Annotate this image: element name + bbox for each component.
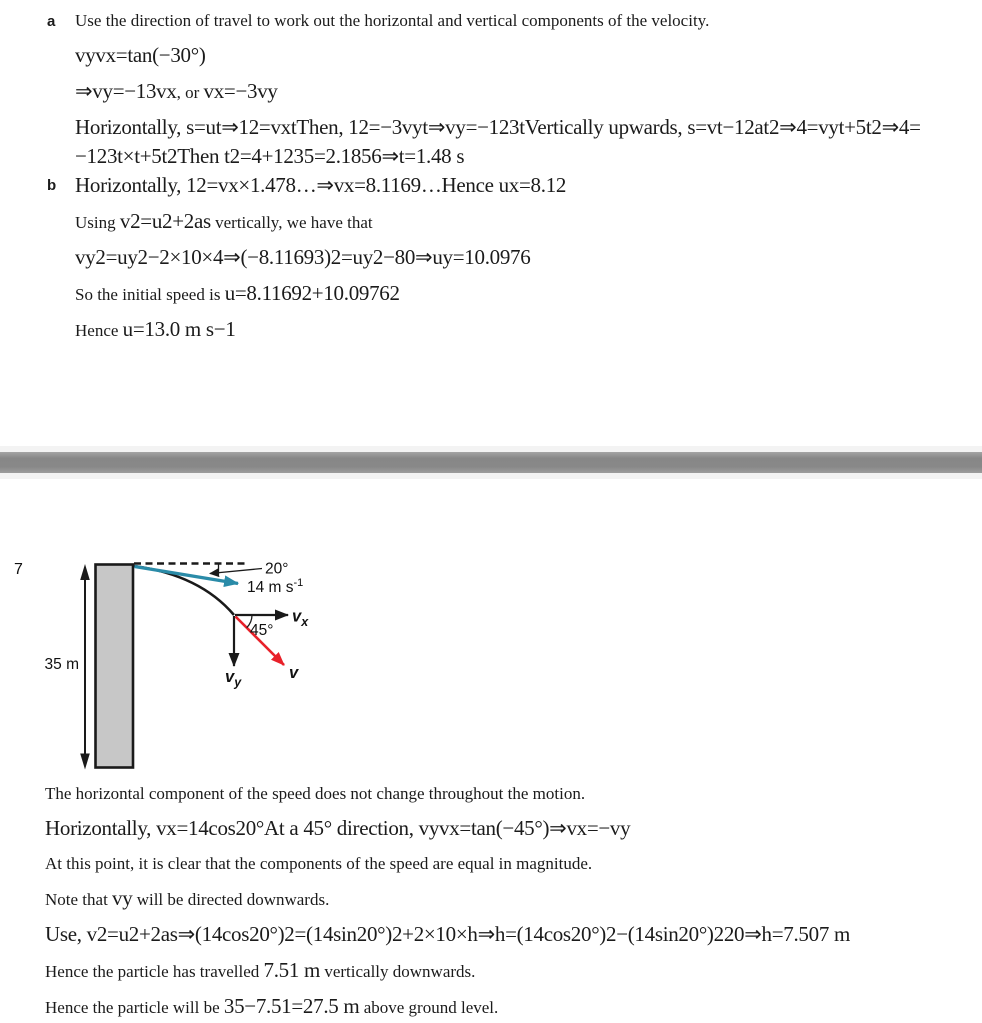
angle-leader-line bbox=[210, 569, 262, 574]
math-text: Horizontally, 12=vx×1.478…⇒vx=8.1169…Hence ux=8.12 bbox=[75, 173, 567, 197]
math-text: vy2=uy2−2×10×4⇒(−8.11693)2=uy2−80⇒uy=10.0976 bbox=[75, 245, 531, 269]
problem-7-figure bbox=[0, 556, 440, 784]
speed-label bbox=[247, 577, 303, 596]
solution-section-b bbox=[47, 172, 977, 352]
math-text: Horizontally, s=ut⇒12=vxtThen, 12=−3vyt⇒vy=−123tVertically upwards, s=vt−12at2⇒4=vyt+5t2⇒4= bbox=[75, 115, 921, 139]
line-a-eq2 bbox=[47, 78, 977, 107]
line-7-text5 bbox=[45, 993, 977, 1022]
body-text: Use the direction of travel to work out the horizontal and vertical components of the velocity. bbox=[75, 11, 710, 30]
line-b-eq5 bbox=[47, 316, 977, 345]
math-text: 35−7.51=27.5 m bbox=[223, 994, 360, 1018]
body-text: vertically downwards. bbox=[320, 962, 476, 981]
vx-label: $v_x$ bbox=[292, 607, 309, 629]
math-text: u=13.0 m s−1 bbox=[122, 317, 236, 341]
height-label: 35 m bbox=[44, 656, 79, 673]
line-a-eq1 bbox=[47, 42, 977, 71]
math-text: u=8.11692+10.09762 bbox=[224, 281, 400, 305]
vy-label: $v_y$ bbox=[225, 668, 242, 690]
divider-edge-bottom bbox=[0, 473, 982, 479]
line-b-eq4 bbox=[47, 280, 977, 309]
line-7-text2 bbox=[45, 851, 977, 878]
mid-angle-label: 45° bbox=[250, 622, 274, 639]
line-b-eq3 bbox=[47, 244, 977, 273]
v-label: v bbox=[289, 664, 299, 682]
body-text: Hence bbox=[75, 321, 123, 340]
body-text: will be directed downwards. bbox=[132, 890, 330, 909]
math-text: ⇒vy=−13vx bbox=[75, 79, 177, 103]
cliff-wall bbox=[96, 565, 134, 768]
math-text: Horizontally, vx=14cos20°At a 45° direction, vyvx=tan(−45°)⇒vx=−vy bbox=[45, 816, 631, 840]
body-text: above ground level. bbox=[359, 998, 499, 1017]
speed-value: 14 m s bbox=[247, 579, 294, 596]
body-text: , or bbox=[176, 83, 204, 102]
line-7-eq2 bbox=[45, 921, 977, 950]
body-text: The horizontal component of the speed does not change throughout the motion. bbox=[45, 784, 586, 803]
measure-arrowhead-up-icon bbox=[80, 564, 90, 580]
math-text: 7.51 m bbox=[263, 958, 321, 982]
measure-arrowhead-down-icon bbox=[80, 754, 90, 770]
section-divider bbox=[0, 446, 982, 479]
math-text: Use, v2=u2+2as⇒(14cos20°)2=(14sin20°)2+2×10×h⇒h=(14cos20°)2−(14sin20°)220⇒h=7.507 m bbox=[45, 922, 851, 946]
line-7-eq1 bbox=[45, 815, 977, 844]
body-text: Using bbox=[75, 213, 120, 232]
part-label: a bbox=[47, 13, 56, 30]
line-7-text3 bbox=[45, 885, 977, 914]
body-text: At this point, it is clear that the components of the speed are equal in magnitude. bbox=[45, 854, 593, 873]
projectile-diagram bbox=[0, 556, 440, 784]
body-text: So the initial speed is bbox=[75, 285, 225, 304]
speed-exponent: -1 bbox=[293, 577, 304, 589]
body-text: Note that bbox=[45, 890, 113, 909]
line-a-prompt bbox=[47, 8, 977, 35]
body-text: Hence the particle will be bbox=[45, 998, 224, 1017]
math-text: v2=u2+2as bbox=[119, 209, 211, 233]
line-b-eq1 bbox=[47, 172, 977, 201]
question-number: 7 bbox=[14, 561, 23, 578]
problem-7-solution-text bbox=[45, 781, 977, 1023]
solution-section-a bbox=[47, 8, 977, 179]
body-text: vertically, we have that bbox=[210, 213, 373, 232]
divider-bar bbox=[0, 452, 982, 473]
line-a-working bbox=[47, 114, 977, 172]
math-text: −123t×t+5t2Then t2=4+1235=2.1856⇒t=1.48 s bbox=[75, 144, 465, 168]
line-7-text4 bbox=[45, 957, 977, 986]
line-7-text1 bbox=[45, 781, 977, 808]
math-text: vyvx=tan(−30°) bbox=[75, 43, 206, 67]
launch-angle-label: 20° bbox=[265, 560, 289, 578]
math-text: vx=−3vy bbox=[203, 79, 278, 103]
part-label: b bbox=[47, 177, 57, 194]
body-text: Hence the particle has travelled bbox=[45, 962, 264, 981]
math-text: vy bbox=[112, 886, 133, 910]
line-b-eq2 bbox=[47, 208, 977, 237]
